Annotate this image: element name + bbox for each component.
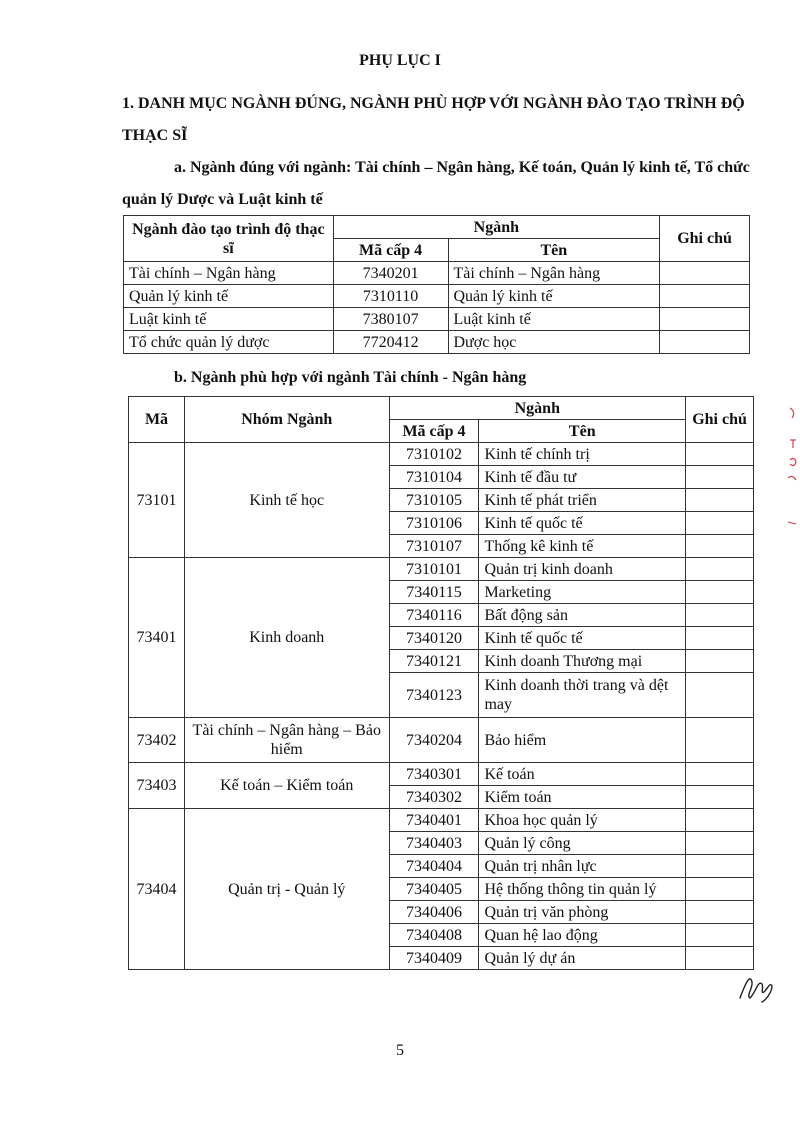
table-suitable-majors — [128, 396, 754, 970]
table-row — [129, 558, 754, 581]
group-code-cell: 73403 — [129, 763, 185, 809]
name-cell: Kinh tế phát triển — [479, 489, 686, 512]
header-note: Ghi chú — [686, 397, 754, 443]
note-cell — [686, 512, 754, 535]
table-correct-majors — [123, 215, 750, 354]
note-cell — [660, 308, 750, 331]
header-code: Mã cấp 4 — [389, 420, 479, 443]
note-cell — [686, 466, 754, 489]
code-cell: 7340204 — [389, 718, 479, 763]
page-number: 5 — [396, 1042, 404, 1059]
note-cell — [686, 535, 754, 558]
name-cell: Thống kê kinh tế — [479, 535, 686, 558]
code-cell: 7340408 — [389, 924, 479, 947]
group-code-cell: 73401 — [129, 558, 185, 718]
header-nganh: Ngành — [333, 216, 659, 239]
name-cell: Tài chính – Ngân hàng — [448, 262, 660, 285]
code-cell: 7340201 — [333, 262, 448, 285]
note-cell — [686, 832, 754, 855]
note-cell — [686, 558, 754, 581]
name-cell: Quản trị nhân lực — [479, 855, 686, 878]
note-cell — [686, 947, 754, 970]
name-cell: Quản lý dự án — [479, 947, 686, 970]
note-cell — [686, 627, 754, 650]
program-cell: Tài chính – Ngân hàng — [124, 262, 334, 285]
table-row — [129, 718, 754, 763]
group-code-cell: 73404 — [129, 809, 185, 970]
group-name-cell: Kế toán – Kiểm toán — [184, 763, 389, 809]
table-row — [124, 308, 750, 331]
note-cell — [686, 673, 754, 718]
name-cell: Hệ thống thông tin quản lý — [479, 878, 686, 901]
code-cell: 7340121 — [389, 650, 479, 673]
name-cell: Kinh doanh thời trang và dệt may — [479, 673, 686, 718]
name-cell: Dược học — [448, 331, 660, 354]
note-cell — [660, 285, 750, 308]
name-cell: Bất động sản — [479, 604, 686, 627]
note-cell — [686, 786, 754, 809]
name-cell: Kinh tế quốc tế — [479, 512, 686, 535]
group-code-cell: 73402 — [129, 718, 185, 763]
code-cell: 7340403 — [389, 832, 479, 855]
name-cell: Bảo hiểm — [479, 718, 686, 763]
table-row — [129, 763, 754, 786]
name-cell: Quản lý công — [479, 832, 686, 855]
code-cell: 7340116 — [389, 604, 479, 627]
note-cell — [686, 855, 754, 878]
code-cell: 7340302 — [389, 786, 479, 809]
name-cell: Kinh doanh Thương mại — [479, 650, 686, 673]
note-cell — [686, 901, 754, 924]
group-name-cell: Kinh doanh — [184, 558, 389, 718]
name-cell: Kinh tế đầu tư — [479, 466, 686, 489]
code-cell: 7310105 — [389, 489, 479, 512]
group-name-cell: Quản trị - Quản lý — [184, 809, 389, 970]
name-cell: Kinh tế chính trị — [479, 443, 686, 466]
name-cell: Kinh tế quốc tế — [479, 627, 686, 650]
note-cell — [660, 331, 750, 354]
section-b-heading: b. Ngành phù hợp với ngành Tài chính - Ngân hàng — [174, 369, 527, 386]
code-cell: 7340123 — [389, 673, 479, 718]
group-name-cell: Kinh tế học — [184, 443, 389, 558]
note-cell — [686, 650, 754, 673]
table-row — [124, 331, 750, 354]
code-cell: 7720412 — [333, 331, 448, 354]
name-cell: Luật kinh tế — [448, 308, 660, 331]
note-cell — [686, 924, 754, 947]
header-ma: Mã — [129, 397, 185, 443]
group-code-cell: 73101 — [129, 443, 185, 558]
code-cell: 7310101 — [389, 558, 479, 581]
code-cell: 7340115 — [389, 581, 479, 604]
name-cell: Quản trị kinh doanh — [479, 558, 686, 581]
note-cell — [686, 878, 754, 901]
code-cell: 7340404 — [389, 855, 479, 878]
note-cell — [686, 443, 754, 466]
table-row — [129, 443, 754, 466]
note-cell — [686, 809, 754, 832]
section-a-heading: a. Ngành đúng với ngành: Tài chính – Ngân hàng, Kế toán, Quản lý kinh tế, Tổ chức quản lý Dược và Luật kinh tế — [122, 159, 750, 208]
note-cell — [686, 581, 754, 604]
table-row — [129, 809, 754, 832]
table-row — [124, 262, 750, 285]
header-group: Nhóm Ngành — [184, 397, 389, 443]
header-code: Mã cấp 4 — [333, 239, 448, 262]
name-cell: Khoa học quản lý — [479, 809, 686, 832]
note-cell — [686, 489, 754, 512]
program-cell: Luật kinh tế — [124, 308, 334, 331]
handwritten-signature-icon — [736, 968, 776, 1004]
note-cell — [660, 262, 750, 285]
code-cell: 7340301 — [389, 763, 479, 786]
red-stamp-edge-icon — [784, 400, 800, 530]
code-cell: 7310104 — [389, 466, 479, 489]
code-cell: 7340406 — [389, 901, 479, 924]
header-name: Tên — [479, 420, 686, 443]
program-cell: Tổ chức quản lý dược — [124, 331, 334, 354]
header-note: Ghi chú — [660, 216, 750, 262]
code-cell: 7340120 — [389, 627, 479, 650]
section-1-heading: 1. DANH MỤC NGÀNH ĐÚNG, NGÀNH PHÙ HỢP VỚI NGÀNH ĐÀO TẠO TRÌNH ĐỘ THẠC SĨ — [122, 95, 745, 144]
header-nganh: Ngành — [389, 397, 686, 420]
page-title: PHỤ LỤC I — [359, 52, 441, 69]
note-cell — [686, 763, 754, 786]
note-cell — [686, 604, 754, 627]
code-cell: 7380107 — [333, 308, 448, 331]
code-cell: 7340401 — [389, 809, 479, 832]
note-cell — [686, 718, 754, 763]
group-name-cell: Tài chính – Ngân hàng – Bảo hiểm — [184, 718, 389, 763]
name-cell: Quan hệ lao động — [479, 924, 686, 947]
table-row — [124, 285, 750, 308]
name-cell: Quản lý kinh tế — [448, 285, 660, 308]
name-cell: Kế toán — [479, 763, 686, 786]
name-cell: Marketing — [479, 581, 686, 604]
header-name: Tên — [448, 239, 660, 262]
code-cell: 7340405 — [389, 878, 479, 901]
name-cell: Kiểm toán — [479, 786, 686, 809]
code-cell: 7310106 — [389, 512, 479, 535]
name-cell: Quản trị văn phòng — [479, 901, 686, 924]
code-cell: 7340409 — [389, 947, 479, 970]
code-cell: 7310110 — [333, 285, 448, 308]
header-program: Ngành đào tạo trình độ thạc sĩ — [124, 216, 334, 262]
code-cell: 7310102 — [389, 443, 479, 466]
code-cell: 7310107 — [389, 535, 479, 558]
program-cell: Quản lý kinh tế — [124, 285, 334, 308]
